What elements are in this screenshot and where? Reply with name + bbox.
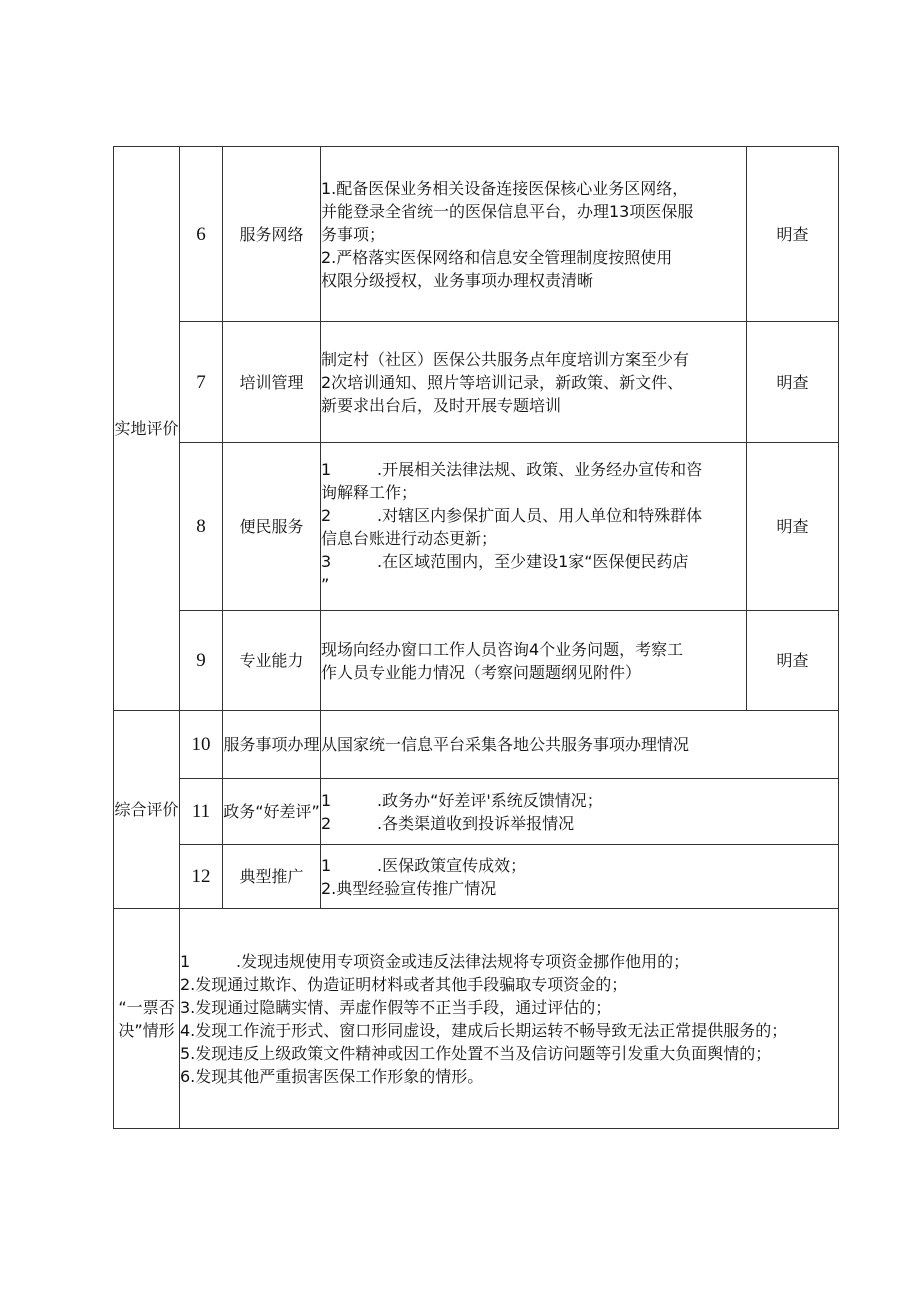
list-number: 3 <box>321 551 332 571</box>
list-text: .各类渠道收到投诉举报情况 <box>377 813 575 833</box>
list-number: 1 <box>321 790 332 810</box>
table-row <box>114 845 839 909</box>
row-method: 明查 <box>747 611 839 711</box>
list-text: .开展相关法律法规、政策、业务经办宣传和咨 <box>377 459 703 479</box>
list-text: .医保政策宣传成效； <box>377 855 527 875</box>
row-number: 8 <box>180 443 223 611</box>
row-item: 服务网络 <box>223 147 321 322</box>
row-number: 12 <box>180 845 223 909</box>
row-content <box>321 845 839 909</box>
content-line: 2.严格落实医保网络和信息安全管理制度按照使用 <box>321 247 673 267</box>
table-row <box>114 909 839 1129</box>
list-text: .对辖区内参保扩面人员、用人单位和特殊群体 <box>377 505 703 525</box>
list-text: .在区域范围内，至少建设1家“医保便民药店 <box>377 551 689 571</box>
content-line: 询解释工作； <box>321 482 418 502</box>
list-number: 1 <box>321 855 332 875</box>
content-line <box>321 789 838 812</box>
veto-item <box>180 950 838 973</box>
row-item: 政务“好差评” <box>223 779 321 845</box>
row-item: 专业能力 <box>223 611 321 711</box>
list-text: .发现违规使用专项资金或违反法律法规将专项资金挪作他用的； <box>236 951 690 971</box>
content-line <box>321 550 746 573</box>
list-number: 2 <box>321 505 332 525</box>
row-content <box>321 147 747 322</box>
content-line: 2次培训通知、照片等培训记录，新政策、新文件、 <box>321 372 684 392</box>
list-number: 1 <box>180 951 191 971</box>
row-number: 10 <box>180 711 223 779</box>
content-line: 并能登录全省统一的医保信息平台，办理13项医保服 <box>321 201 694 221</box>
content-line <box>321 504 746 527</box>
table-row <box>114 443 839 611</box>
evaluation-table <box>113 146 839 1129</box>
content-line <box>321 458 746 481</box>
veto-item: 4.发现工作流于形式、窗口形同虚设，建成后长期运转不畅导致无法正常提供服务的； <box>180 1020 788 1040</box>
content-line: 制定村（社区）医保公共服务点年度培训方案至少有 <box>321 349 690 369</box>
veto-item: 6.发现其他严重损害医保工作形象的情形。 <box>180 1066 484 1086</box>
row-content <box>321 711 839 779</box>
list-text: .政务办“好差评'系统反馈情况； <box>377 790 603 810</box>
content-line: 新要求出台后，及时开展专题培训 <box>321 395 562 415</box>
row-number: 9 <box>180 611 223 711</box>
content-line: 1.配备医保业务相关设备连接医保核心业务区网络， <box>321 178 689 198</box>
row-content <box>321 611 747 711</box>
list-number: 2 <box>321 813 332 833</box>
section-composite-evaluation: 综合评价 <box>114 711 180 909</box>
row-number: 7 <box>180 322 223 443</box>
table-row <box>114 611 839 711</box>
veto-item: 2.发现通过欺诈、伪造证明材料或者其他手段骗取专项资金的； <box>180 974 628 994</box>
veto-item: 5.发现违反上级政策文件精神或因工作处置不当及信访问题等引发重大负面舆情的； <box>180 1043 772 1063</box>
row-item: 便民服务 <box>223 443 321 611</box>
row-item: 培训管理 <box>223 322 321 443</box>
content-line: 权限分级授权，业务事项办理权责清晰 <box>321 270 594 290</box>
veto-list <box>180 909 839 1129</box>
content-line: 从国家统一信息平台采集各地公共服务事项办理情况 <box>321 735 690 754</box>
row-content <box>321 322 747 443</box>
content-line <box>321 812 838 835</box>
section-veto: “一票否决”情形 <box>114 909 180 1129</box>
veto-item: 3.发现通过隐瞒实情、弄虚作假等不正当手段，通过评估的； <box>180 997 612 1017</box>
content-line: ” <box>321 574 330 594</box>
content-line <box>321 854 838 877</box>
row-number: 11 <box>180 779 223 845</box>
row-method: 明查 <box>747 147 839 322</box>
row-method: 明查 <box>747 322 839 443</box>
table-row <box>114 322 839 443</box>
row-content <box>321 443 747 611</box>
section-field-evaluation: 实地评价 <box>114 147 180 711</box>
row-item: 服务事项办理 <box>223 711 321 779</box>
row-content <box>321 779 839 845</box>
list-number: 1 <box>321 459 332 479</box>
row-method: 明查 <box>747 443 839 611</box>
table-row <box>114 711 839 779</box>
row-item: 典型推广 <box>223 845 321 909</box>
content-line: 2.典型经验宣传推广情况 <box>321 878 497 898</box>
table-row <box>114 779 839 845</box>
row-number: 6 <box>180 147 223 322</box>
content-line: 务事项； <box>321 224 386 244</box>
content-line: 信息台账进行动态更新； <box>321 528 498 548</box>
content-line: 作人员专业能力情况（考察问题题纲见附件） <box>321 662 642 682</box>
table-row <box>114 147 839 322</box>
content-line: 现场向经办窗口工作人员咨询4个业务问题，考察工 <box>321 639 684 659</box>
